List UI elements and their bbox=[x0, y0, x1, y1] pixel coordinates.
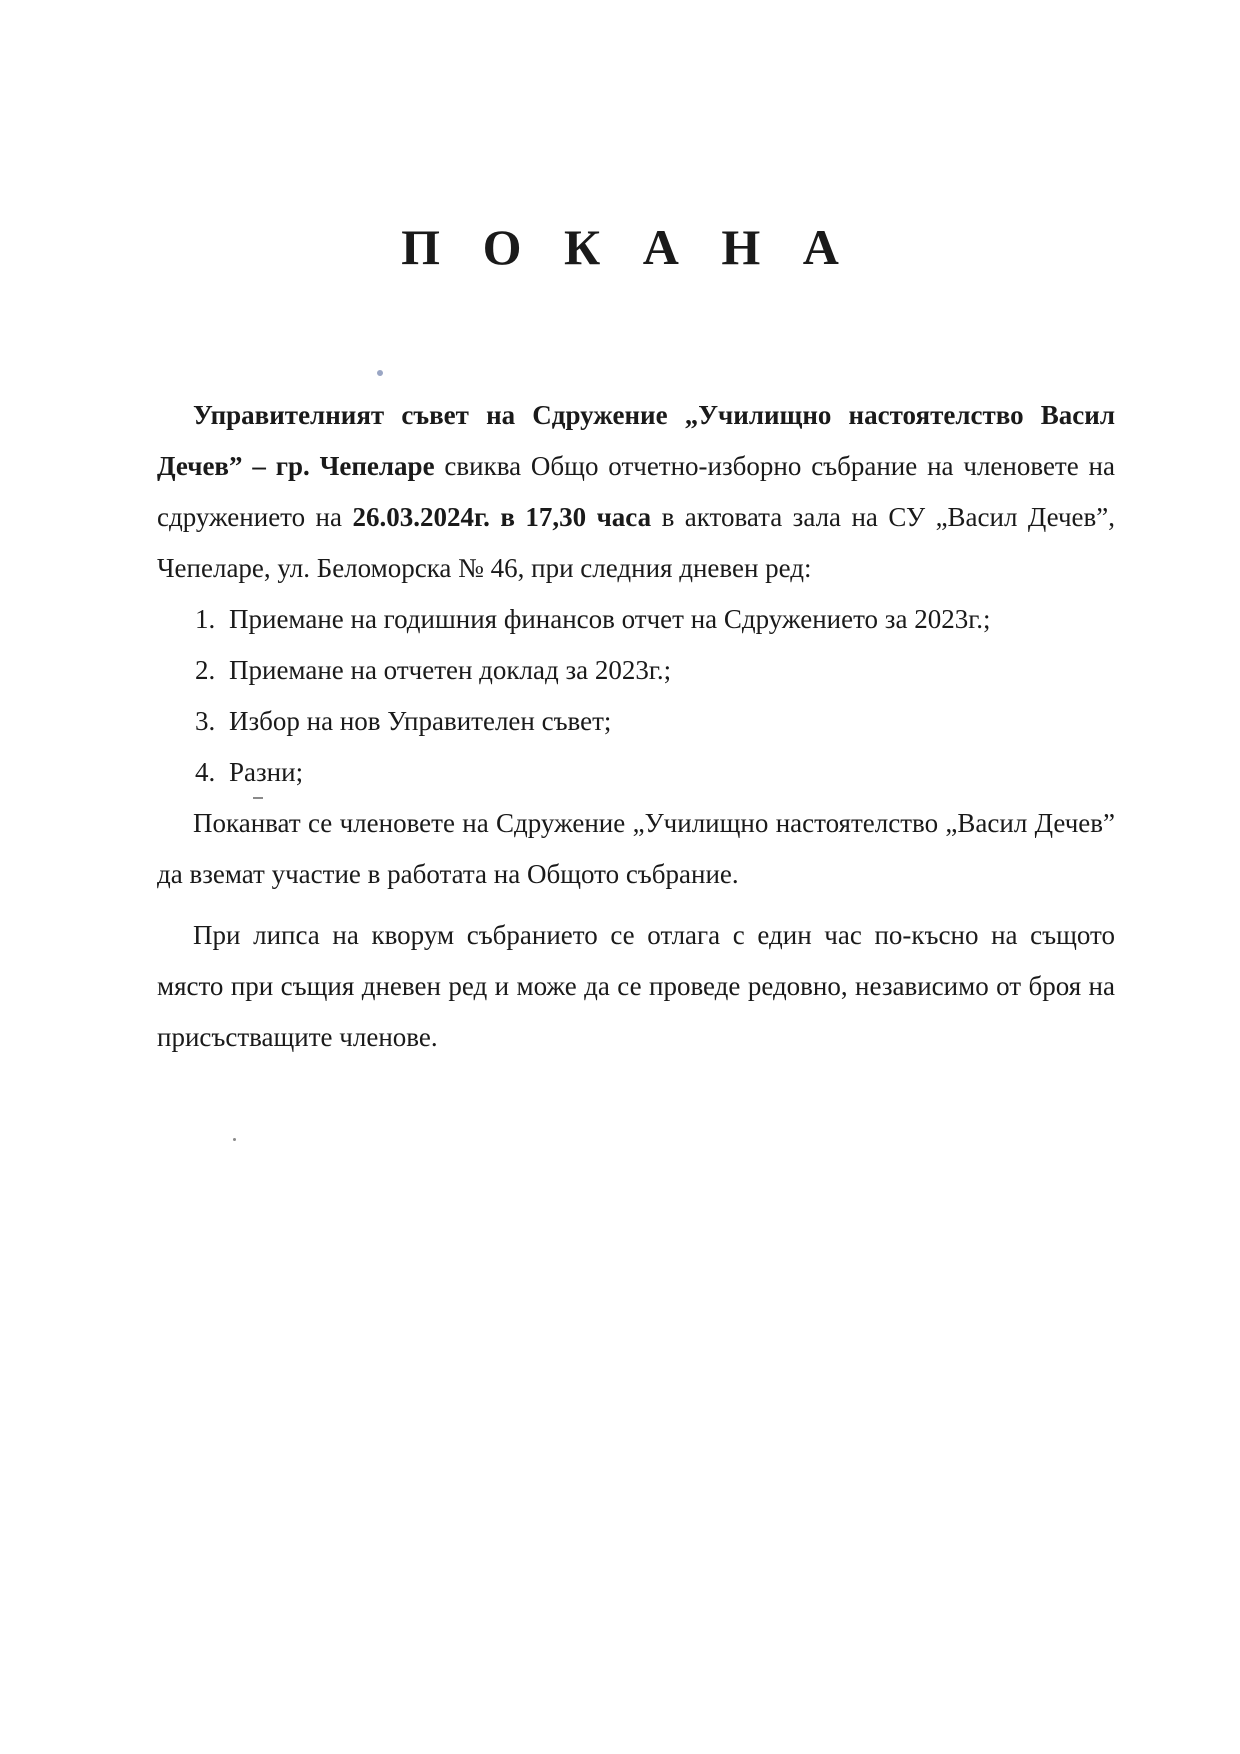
agenda-item bbox=[195, 747, 1115, 798]
agenda-item bbox=[195, 594, 1115, 645]
document-title: П О К А Н А bbox=[401, 219, 854, 275]
agenda-item-number: 1. bbox=[195, 604, 216, 634]
agenda-item-number: 2. bbox=[195, 655, 216, 685]
intro-paragraph bbox=[157, 390, 1115, 594]
agenda-item bbox=[195, 696, 1115, 747]
invitation-paragraph: Поканват се членовете на Сдружение „Училищно настоятелство „Васил Дечев” да вземат участие в работата на Общото събрание. bbox=[157, 808, 1115, 889]
scan-speck bbox=[253, 797, 263, 799]
agenda-item-number: 4. bbox=[195, 757, 216, 787]
agenda-item bbox=[195, 645, 1115, 696]
agenda-item-text: Разни; bbox=[229, 757, 304, 787]
intro-bold-lead: Управителният съвет на Сдружение „Училищно настоятелство Васил Дечев” – гр. Чепеларе bbox=[157, 400, 1115, 481]
agenda-item-text: Приемане на годишния финансов отчет на Сдружението за 2023г.; bbox=[229, 604, 991, 634]
agenda-item-number: 3. bbox=[195, 706, 216, 736]
scan-speck bbox=[377, 370, 383, 376]
quorum-paragraph: При липса на кворум събранието се отлага с един час по-късно на същото място при същия дневен ред и може да се проведе редовно, независимо от броя на присъстващите членове. bbox=[157, 920, 1115, 1052]
agenda-item-text: Приемане на отчетен доклад за 2023г.; bbox=[229, 655, 672, 685]
scan-speck bbox=[233, 1138, 236, 1141]
meeting-date-time: 26.03.2024г. в 17,30 часа bbox=[352, 502, 652, 532]
document-body bbox=[157, 390, 1115, 1063]
intro-text-2: в актовата зала на СУ „Васил Дечев”, Чепеларе, ул. Беломорска № 46, при следния дневен ред: bbox=[157, 502, 1115, 583]
agenda-item-text: Избор на нов Управителен съвет; bbox=[229, 706, 612, 736]
intro-text-1: свиква Общо отчетно-изборно събрание на членовете на сдружението на bbox=[157, 451, 1115, 532]
agenda-list bbox=[157, 594, 1115, 798]
